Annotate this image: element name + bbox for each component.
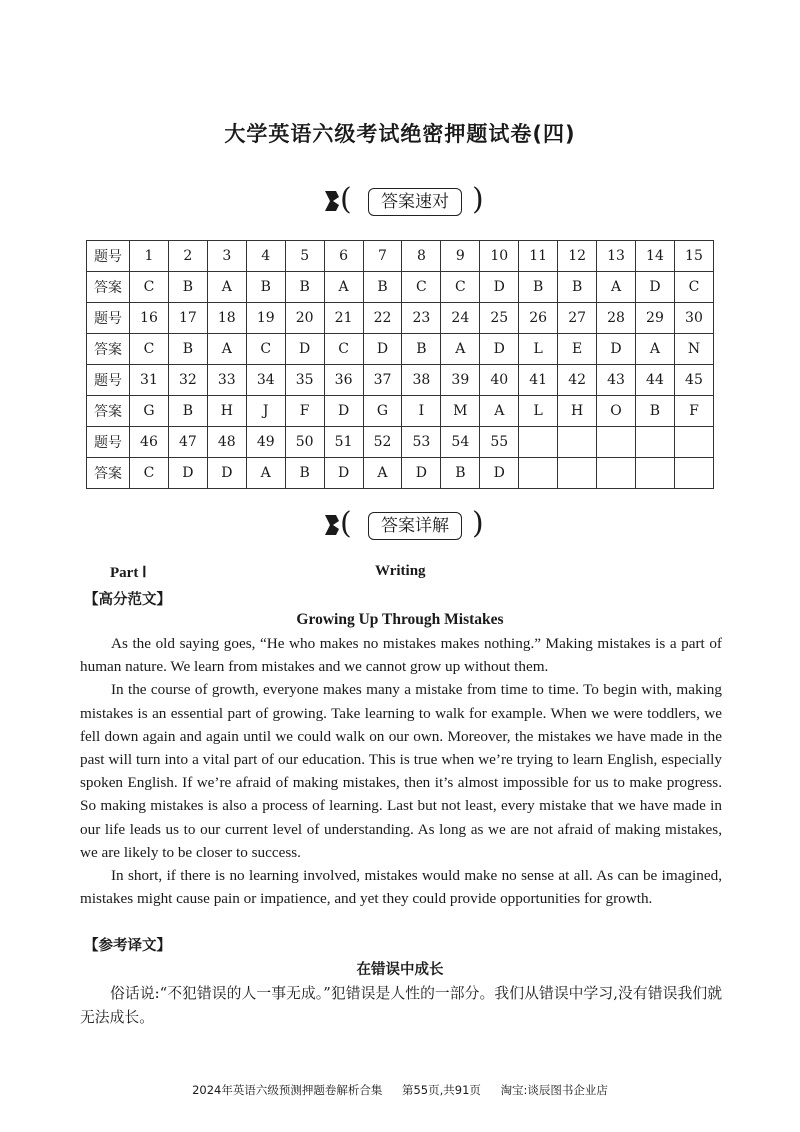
right-bracket: ) (472, 506, 484, 541)
answer-cell: A (480, 396, 519, 427)
question-number-cell: 29 (635, 303, 674, 334)
answer-cell: B (402, 334, 441, 365)
answer-cell: B (246, 272, 285, 303)
question-number-cell: 3 (207, 241, 246, 272)
question-number-cell: 31 (130, 365, 169, 396)
answer-cell: A (441, 334, 480, 365)
answer-cell: D (168, 458, 207, 489)
answer-cell: C (402, 272, 441, 303)
answer-cell (635, 458, 674, 489)
answer-cell (674, 458, 713, 489)
answer-table (86, 240, 714, 489)
row-label-answer: 答案 (87, 334, 130, 365)
question-number-cell: 54 (441, 427, 480, 458)
question-number-cell (519, 427, 558, 458)
answer-row (87, 272, 714, 303)
answer-cell: L (519, 334, 558, 365)
question-number-cell: 34 (246, 365, 285, 396)
question-number-cell: 24 (441, 303, 480, 334)
question-number-row (87, 241, 714, 272)
answer-cell: J (246, 396, 285, 427)
question-number-cell: 13 (597, 241, 636, 272)
question-number-cell: 48 (207, 427, 246, 458)
question-number-cell: 16 (130, 303, 169, 334)
row-label-number: 题号 (87, 365, 130, 396)
question-number-cell: 36 (324, 365, 363, 396)
answer-cell (558, 458, 597, 489)
answer-cell: D (597, 334, 636, 365)
question-number-cell: 49 (246, 427, 285, 458)
question-number-cell: 10 (480, 241, 519, 272)
question-number-cell: 26 (519, 303, 558, 334)
translation-body (80, 982, 722, 1030)
question-number-cell: 19 (246, 303, 285, 334)
quick-answers-banner (320, 183, 490, 221)
answer-cell: A (207, 334, 246, 365)
question-number-cell: 22 (363, 303, 402, 334)
answer-cell: H (207, 396, 246, 427)
page-title: 大学英语六级考试绝密押题试卷(四) (224, 122, 576, 146)
question-number-cell: 11 (519, 241, 558, 272)
answer-row (87, 396, 714, 427)
question-number-cell: 2 (168, 241, 207, 272)
answer-cell: O (597, 396, 636, 427)
question-number-cell: 44 (635, 365, 674, 396)
answer-cell: A (207, 272, 246, 303)
answer-row (87, 458, 714, 489)
question-number-cell: 1 (130, 241, 169, 272)
answer-cell: C (130, 334, 169, 365)
answer-cell: D (363, 334, 402, 365)
question-number-cell (558, 427, 597, 458)
essay-body (80, 632, 722, 910)
answer-cell: D (324, 396, 363, 427)
question-number-row (87, 303, 714, 334)
sample-essay-label: 【高分范文】 (84, 592, 171, 608)
question-number-cell: 27 (558, 303, 597, 334)
answer-cell (597, 458, 636, 489)
answer-cell: D (402, 458, 441, 489)
question-number-cell: 42 (558, 365, 597, 396)
question-number-cell: 9 (441, 241, 480, 272)
question-number-cell: 51 (324, 427, 363, 458)
answer-cell: B (558, 272, 597, 303)
question-number-cell: 41 (519, 365, 558, 396)
part-title: Writing (375, 563, 426, 579)
part-label: Part Ⅰ (110, 565, 147, 581)
question-number-cell: 46 (130, 427, 169, 458)
answer-cell: D (480, 272, 519, 303)
question-number-cell: 50 (285, 427, 324, 458)
quick-answers-banner-label: 答案速对 (368, 188, 462, 216)
essay-title: Growing Up Through Mistakes (296, 611, 504, 628)
question-number-cell: 28 (597, 303, 636, 334)
answer-cell: B (285, 458, 324, 489)
answer-cell: G (130, 396, 169, 427)
row-label-number: 题号 (87, 427, 130, 458)
question-number-cell: 55 (480, 427, 519, 458)
answer-cell: B (285, 272, 324, 303)
question-number-cell: 8 (402, 241, 441, 272)
question-number-row (87, 427, 714, 458)
question-number-cell: 20 (285, 303, 324, 334)
left-bracket: ( (340, 506, 352, 541)
answer-cell: B (168, 272, 207, 303)
question-number-cell: 21 (324, 303, 363, 334)
section-marker-icon (324, 187, 340, 215)
row-label-number: 题号 (87, 303, 130, 334)
answer-cell: I (402, 396, 441, 427)
question-number-cell: 33 (207, 365, 246, 396)
question-number-cell: 5 (285, 241, 324, 272)
answer-cell: B (168, 334, 207, 365)
answer-cell: E (558, 334, 597, 365)
question-number-cell (674, 427, 713, 458)
question-number-cell: 39 (441, 365, 480, 396)
translation-label: 【参考译文】 (84, 938, 171, 954)
answer-cell: A (324, 272, 363, 303)
question-number-cell: 35 (285, 365, 324, 396)
part-heading (110, 563, 710, 585)
answer-cell: B (441, 458, 480, 489)
answer-cell: D (285, 334, 324, 365)
answer-row (87, 334, 714, 365)
answer-cell: B (519, 272, 558, 303)
detailed-answers-banner-label: 答案详解 (368, 512, 462, 540)
answer-cell: D (635, 272, 674, 303)
answer-cell: F (285, 396, 324, 427)
answer-cell: C (130, 458, 169, 489)
answer-cell: C (324, 334, 363, 365)
answer-cell: B (363, 272, 402, 303)
answer-cell: C (130, 272, 169, 303)
question-number-cell (635, 427, 674, 458)
footer-page-number: 第55页,共91页 (401, 1083, 481, 1097)
answer-cell: C (441, 272, 480, 303)
question-number-cell: 15 (674, 241, 713, 272)
question-number-cell: 53 (402, 427, 441, 458)
footer-collection: 2024年英语六级预测押题卷解析合集 (192, 1083, 383, 1097)
row-label-answer: 答案 (87, 272, 130, 303)
question-number-cell: 30 (674, 303, 713, 334)
answer-cell: L (519, 396, 558, 427)
footer-shop: 淘宝:谈辰图书企业店 (500, 1083, 608, 1097)
answer-cell: N (674, 334, 713, 365)
row-label-number: 题号 (87, 241, 130, 272)
answer-cell: A (635, 334, 674, 365)
question-number-cell: 12 (558, 241, 597, 272)
detailed-answers-banner (320, 507, 490, 545)
answer-cell: A (246, 458, 285, 489)
question-number-cell: 37 (363, 365, 402, 396)
left-bracket: ( (340, 182, 352, 217)
question-number-cell: 47 (168, 427, 207, 458)
right-bracket: ) (472, 182, 484, 217)
question-number-row (87, 365, 714, 396)
answer-cell: M (441, 396, 480, 427)
translation-paragraph: 俗话说:“不犯错误的人一事无成。”犯错误是人性的一部分。我们从错误中学习,没有错误我们就无法成长。 (80, 985, 722, 1026)
question-number-cell: 6 (324, 241, 363, 272)
row-label-answer: 答案 (87, 396, 130, 427)
question-number-cell (597, 427, 636, 458)
essay-paragraph: In the course of growth, everyone makes many a mistake from time to time. To begin with, making mistakes is an essential part of growing. Take learning to walk for example. When we were toddlers, we fell down again and again until we could walk on our own. Moreover, the mistakes we have made in the past will turn into a vital part of our education. This is true when we’re trying to learn English, especially spoken English. If we’re afraid of making mistakes, then it’s almost impossible for us to make progress. So making mistakes is also a process of learning. Last but not least, every mistake that we have made in our life leads us to our current level of understanding. As long as we are not afraid of making mistakes, we are likely to be closer to success. (80, 681, 722, 861)
answer-cell: F (674, 396, 713, 427)
question-number-cell: 18 (207, 303, 246, 334)
essay-paragraph: As the old saying goes, “He who makes no mistakes makes nothing.” Making mistakes is a part of human nature. We learn from mistakes and we cannot grow up without them. (80, 635, 722, 676)
question-number-cell: 52 (363, 427, 402, 458)
question-number-cell: 7 (363, 241, 402, 272)
answer-cell: C (246, 334, 285, 365)
essay-paragraph: In short, if there is no learning involved, mistakes would make no sense at all. As can be imagined, mistakes might cause pain or impatience, and yet they could provide opportunities for growth. (80, 867, 722, 908)
answer-cell: B (635, 396, 674, 427)
question-number-cell: 38 (402, 365, 441, 396)
row-label-answer: 答案 (87, 458, 130, 489)
section-marker-icon (324, 511, 340, 539)
question-number-cell: 43 (597, 365, 636, 396)
question-number-cell: 45 (674, 365, 713, 396)
question-number-cell: 32 (168, 365, 207, 396)
question-number-cell: 4 (246, 241, 285, 272)
answer-cell: G (363, 396, 402, 427)
translation-title: 在错误中成长 (356, 962, 444, 978)
answer-cell: A (597, 272, 636, 303)
page-footer (0, 1082, 800, 1098)
answer-cell: D (207, 458, 246, 489)
answer-cell: H (558, 396, 597, 427)
question-number-cell: 14 (635, 241, 674, 272)
answer-cell: B (168, 396, 207, 427)
question-number-cell: 25 (480, 303, 519, 334)
answer-cell: C (674, 272, 713, 303)
answer-cell: D (480, 334, 519, 365)
question-number-cell: 17 (168, 303, 207, 334)
answer-cell: D (480, 458, 519, 489)
question-number-cell: 40 (480, 365, 519, 396)
answer-cell: D (324, 458, 363, 489)
answer-cell: A (363, 458, 402, 489)
answer-cell (519, 458, 558, 489)
question-number-cell: 23 (402, 303, 441, 334)
